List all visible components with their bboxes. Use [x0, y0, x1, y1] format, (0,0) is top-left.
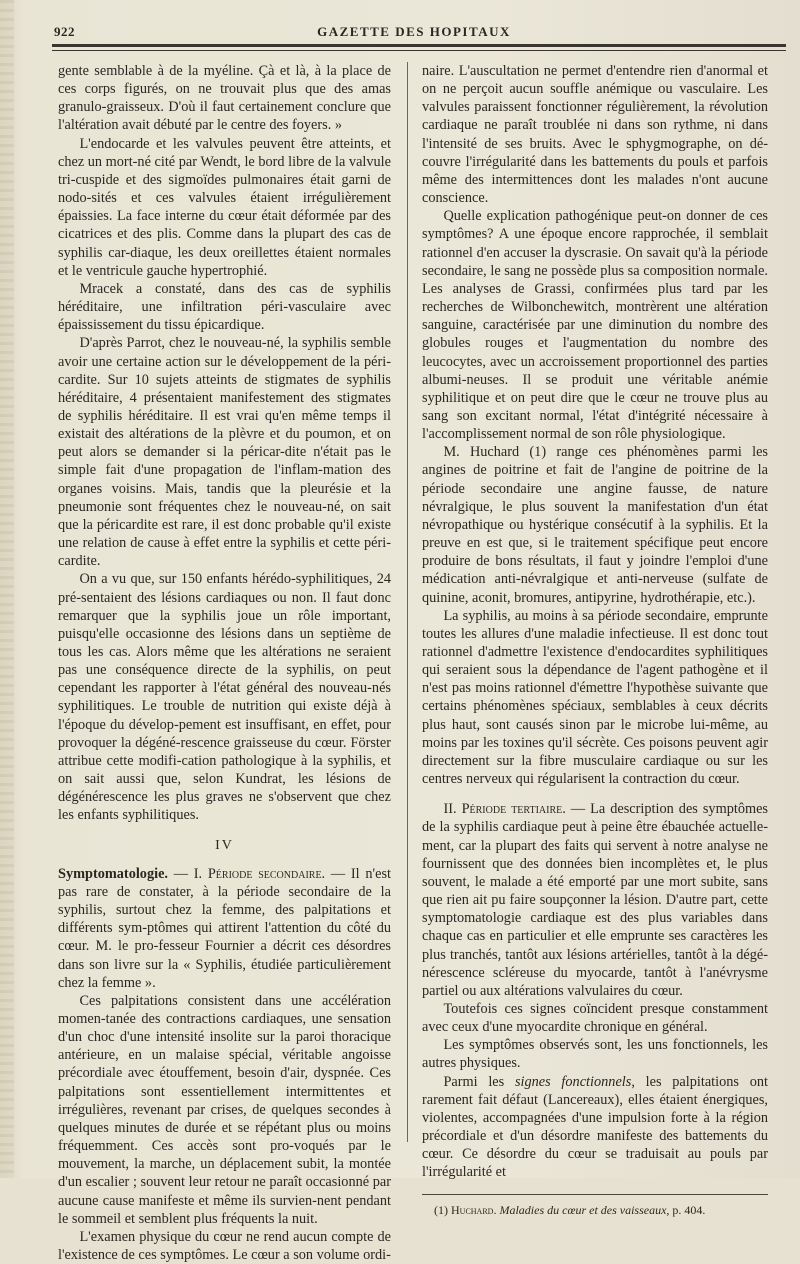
paragraph: On a vu que, sur 150 enfants hérédo-syphilitiques, 24 pré-sentaient des lésions cardiaques ou non. Il faut donc remarquer que la syphilis joue un rôle important, puisqu'elle occasionne des lésions dans un septième de tous les cas. Alors même que les altérations ne seraient pas une conséquence directe de la syphilis, on peut cependant les rapporter à l'état général des nouveau-nés syphilitiques. Le trouble de nutrition qui existe déjà à l'époque du dévelop-pement est insuffisant, en effet, pour provoquer la dégéné-rescence graisseuse du cœur. Förster attribue cette modifi-cation pathologique à la syphilis, et on sait aussi que, selon Kundrat, les lésions de dégénérescence les plus graves ne s'observent que chez les enfants syphilitiques.	[58, 571, 391, 824]
footnote	[422, 1203, 768, 1218]
footnote-rule	[422, 1194, 768, 1195]
italic-term: signes fonctionnels	[514, 1073, 632, 1090]
header-rule-thick	[52, 44, 786, 47]
paragraph: D'après Parrot, chez le nouveau-né, la syphilis semble avoir une certaine action sur le développement de la péri-cardite. Sur 10 sujets atteints de stigmates de syphilis héréditaire, 4 présentaient manifestement des stigmates de syphilis héréditaire. Il est vrai qu'en même temps il existait des altérations de la plèvre et du poumon, et on peut alors se demander si la péricar-dite n'était pas le simple fait d'une propagation de l'inflam-mation des organes voisins. Mais, tandis que la pleurésie et la pneumonie sont fréquentes chez le nouveau-né, on sait que la péricardite est rare, il est donc probable qu'il existe une relation de cause à effet entre la syphilis et cette péri-cardite.	[58, 335, 391, 570]
paragraph-symptomatologie	[58, 865, 391, 992]
paragraph: Les symptômes observés sont, les uns fonctionnels, les autres physiques.	[422, 1037, 768, 1072]
footnote-author: Huchard.	[451, 1202, 497, 1217]
subsection-heading: Période tertiaire.	[461, 801, 566, 818]
heading-dash: — I.	[168, 865, 208, 882]
paragraph-periode-tertiaire	[422, 800, 768, 1000]
paragraph: L'endocarde et les valvules peuvent être atteints, et chez un mort-né cité par Wendt, le bord libre de la valvule tri-cuspide et des sigmoïdes pulmonaires était garni de nodo-sités et ces valvules étaient irrégulièrement épaissies. La face interne du cœur était déformée par des cicatrices et des plis. Comme dans la plupart des cas de syphilis car-diaque, les deux oreillettes étaient normales et le ventricule gauche hypertrophié.	[58, 135, 391, 279]
header-rule-thin	[52, 50, 786, 51]
paragraph-text: — Il n'est pas rare de constater, à la période secondaire de la syphilis, surtout chez la femme, des palpitations et différents sym-ptômes qui attirent l'attention du côté du cœur. M. le pro-fesseur Fournier a décrit ces désordres dans son livre sur la « Syphilis, étudiée particulièrement chez la femme ».	[58, 865, 391, 991]
paragraph: L'examen physique du cœur ne rend aucun compte de l'existence de ces symptômes. Le cœur a son volume ordi-	[58, 1228, 391, 1263]
paragraph-text: , les palpitations ont rarement fait défaut (Lancereaux), elles étaient énergiques, violentes, accompagnées d'une impulsion forte à la région précordiale et d'un désordre manifeste des battements du cœur. Ce désordre du cœur se traduisait au pouls par l'irrégularité et	[422, 1073, 768, 1181]
journal-title: GAZETTE DES HOPITAUX	[317, 24, 511, 39]
paragraph: naire. L'auscultation ne permet d'entendre rien d'anormal et on ne perçoit aucun souffle anémique ou vasculaire. Les valvules paraissent fonctionner régulièrement, la révolution cardiaque ne paraît troublée ni dans son rythme, ni dans l'intensité de ses bruits. Avec le sphygmographe, on dé-couvre l'irrégularité dans les battements du pouls et parfois même des intermittences dont les malades n'ont aucune conscience.	[422, 63, 768, 207]
section-number: IV	[215, 837, 234, 853]
paragraph: La syphilis, au moins à sa période secondaire, emprunte toutes les allures d'une maladie infectieuse. Il est donc tout rationnel d'admettre l'existence d'endocardites syphilitiques qui seraient sous la dépendance de l'agent pathogène et il n'est pas moins rationnel d'émettre l'hypothèse suivante que certains phénomènes spéciaux, semblables à ceux décrits plus haut, sont causés sinon par le microbe lui-même, au moins par les toxines qu'il sécrète. Ces poisons peuvent agir directement sur la fibre musculaire cardiaque ou sur les centres nerveux qui régularisent la contraction du cœur.	[422, 607, 768, 788]
subsection-heading: Période secondaire.	[207, 865, 326, 882]
footnote-title: Maladies du cœur et des vaisseaux,	[496, 1202, 670, 1217]
paragraph: gente semblable à de la myéline. Çà et là, à la place de ces corps figurés, on ne trouvait plus que des amas granulo-graisseux. D'où il faut certainement conclure que l'altération avait débuté par le centre des foyers. »	[58, 63, 391, 134]
paragraph: Toutefois ces signes coïncident presque constamment avec ceux d'une myocardite chronique en général.	[422, 1000, 768, 1036]
paragraph-text: Parmi les	[443, 1073, 515, 1090]
paragraph: Quelle explication pathogénique peut-on donner de ces symptômes? A une époque encore rapprochée, il semblait rationnel d'en accuser la dyscrasie. On savait qu'à la période secondaire, le sang ne possède plus sa composition normale. Les analyses de Grassi, confirmées plus tard par les recherches de Wilbonchewitch, montrèrent une altération sanguine, caractérisée par une diminution du nombre des globules rouges et l'augmentation du nombre des leucocytes, avec un accroissement proportionnel des parties albumi-neuses. Il se produit une véritable anémie syphilitique et on peut dire que le cœur ne trouve plus au sang son excitant normal, l'état d'intégrité nécessaire à l'accomplissement normal de son rôle physiologique.	[422, 208, 768, 443]
right-column	[422, 62, 768, 1218]
page-number: 922	[54, 24, 75, 39]
footnote-number: (1)	[434, 1202, 451, 1217]
left-column	[58, 62, 391, 1264]
column-divider	[407, 62, 408, 1142]
paragraph: M. Huchard (1) range ces phénomènes parmi les angines de poitrine et fait de l'angine de poitrine de la période secondaire une angine fausse, de nature névralgique, le plus souvent la manifestation d'un état névropathique ou hystérique consécutif à la syphilis. Et la preuve en est que, si le traitement spécifique peut encore produire de bons résultats, il faut y joindre l'emploi d'une médication anti-névralgique et anti-nerveuse (sulfate de quinine, aconit, bromures, antipyrine, hydrothérapie, etc.).	[422, 444, 768, 606]
subsection-number: II.	[443, 801, 462, 818]
paragraph: Ces palpitations consistent dans une accélération momen-tanée des contractions cardiaques, une sensation d'un choc d'une intensité insolite sur la paroi thoracique antérieure, en un malaise spécial, véritable angoisse précordiale avec étouffement, besoin d'air, dyspnée. Ces palpitations sont essentiellement intermittentes et irrégulières, revenant par crises, de quelques secondes à quelques minutes de durée et se répétant plus ou moins fréquemment. Ces accès sont pro-voqués par le mouvement, la marche, un déplacement subit, la montée d'un escalier ; souvent leur retour ne paraît occasionné par aucune cause manifeste et même ils survien-nent pendant le sommeil et semblent plus fréquents la nuit.	[58, 992, 391, 1227]
footnote-page: p. 404.	[669, 1202, 706, 1217]
section-heading: Symptomatologie.	[58, 865, 168, 882]
paragraph: Mracek a constaté, dans des cas de syphilis héréditaire, une infiltration péri-vasculaire avec épaississement du tissu épicardique.	[58, 280, 391, 334]
paragraph-signes	[422, 1073, 768, 1182]
page-edge	[0, 0, 14, 1178]
paragraph-text: — La description des symptômes de la syphilis cardiaque peut à peine être ébauchée actuelle-ment, car la plupart des faits qui servent à notre analyse ne fournissent que des données bien incomplètes et, le plus souvent, le malade a été emporté par une mort subite, sans que rien ait pu faire soupçonner la lésion. D'autre part, cette symptomatologie cardiaque est des plus variables dans chaque cas en particulier et elle emprunte ses caractères les plus tranchés, tantôt aux lésions artérielles, tantôt à la dégé-nérescence scléreuse du myocarde, tantôt à l'anévrysme partiel ou aux altérations valvulaires du cœur.	[422, 801, 769, 999]
